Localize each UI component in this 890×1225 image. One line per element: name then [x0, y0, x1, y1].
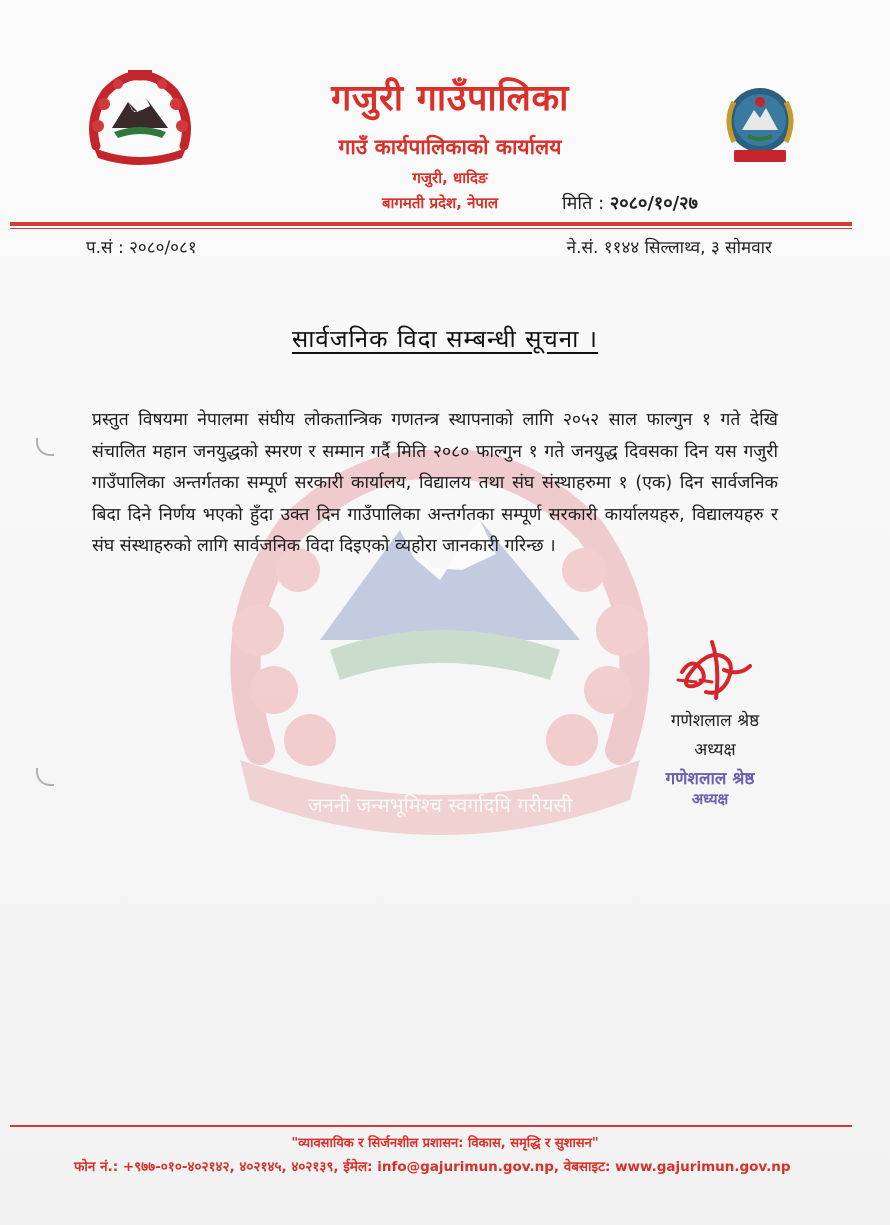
- stamp-title: अध्यक्ष: [691, 790, 729, 808]
- date-label: मिति :: [562, 193, 605, 214]
- office-province: बागमती प्रदेश, नेपाल: [381, 194, 499, 212]
- signatory-name: गणेशलाल श्रेष्ठ: [670, 711, 760, 731]
- municipality-name: गजुरी गाउँपालिका: [331, 78, 569, 119]
- office-name: गाउँ कार्यपालिकाको कार्यालय: [338, 135, 562, 159]
- office-location: गजुरी, धादिङ: [412, 169, 488, 187]
- header-divider: [10, 222, 852, 226]
- footer-contact: फोन नं.: +९७७-०१०-४०२१४२, ४०२१४५, ४०२१३९, ईमेल: info@gajurimun.gov.np, वेबसाइट: www.gajurimun.gov.np: [74, 1159, 791, 1175]
- municipality-logo-icon: [712, 80, 808, 168]
- reference-number: प.सं : २०८०/०८१: [86, 238, 197, 258]
- punch-hole-mark: [36, 438, 54, 456]
- header-divider-thin: [10, 228, 852, 229]
- watermark-motto: जननी जन्मभूमिश्च स्वर्गादपि गरीयसी: [307, 793, 573, 817]
- issue-date: [562, 191, 698, 215]
- footer-slogan: "व्यावसायिक र सिर्जनशील प्रशासन: विकास, समृद्धि र सुशासन": [291, 1136, 599, 1151]
- signature-icon: [672, 636, 754, 708]
- nepal-sambat-date: ने.सं. ११४४ सिल्लाथ्व, ३ सोमवार: [566, 238, 772, 258]
- notice-body: प्रस्तुत विषयमा नेपालमा संघीय लोकतान्त्रिक गणतन्त्र स्थापनाको लागि २०५२ साल फाल्गुन १ गते देखि संचालित महान जनयुद्धको स्मरण र सम्मान गर्दै मिति २०८० फाल्गुन १ गते जनयुद्ध दिवसका दिन यस गजुरी गाउँपालिका अन्तर्गतका सम्पूर्ण सरकारी कार्यालय, विद्यालय तथा संघ संस्थाहरुमा १ (एक) दिन सार्वजनिक बिदा दिने निर्णय भएको हुँदा उक्त दिन गाउँपालिका अन्तर्गतका सम्पूर्ण सरकारी कार्यालयहरु, विद्यालयहरु र संघ संस्थाहरुको लागि सार्वजनिक विदा दिइएको व्यहोरा जानकारी गरिन्छ ।: [92, 410, 778, 556]
- stamp-name: गणेशलाल श्रेष्ठ: [665, 769, 755, 789]
- punch-hole-mark: [36, 768, 54, 786]
- nepal-emblem-icon: [84, 68, 196, 168]
- date-value: २०८०/१०/२७: [609, 193, 698, 214]
- signatory-title: अध्यक्ष: [694, 740, 736, 760]
- footer-divider: [10, 1125, 852, 1127]
- notice-heading: सार्वजनिक विदा सम्बन्धी सूचना ।: [291, 325, 599, 353]
